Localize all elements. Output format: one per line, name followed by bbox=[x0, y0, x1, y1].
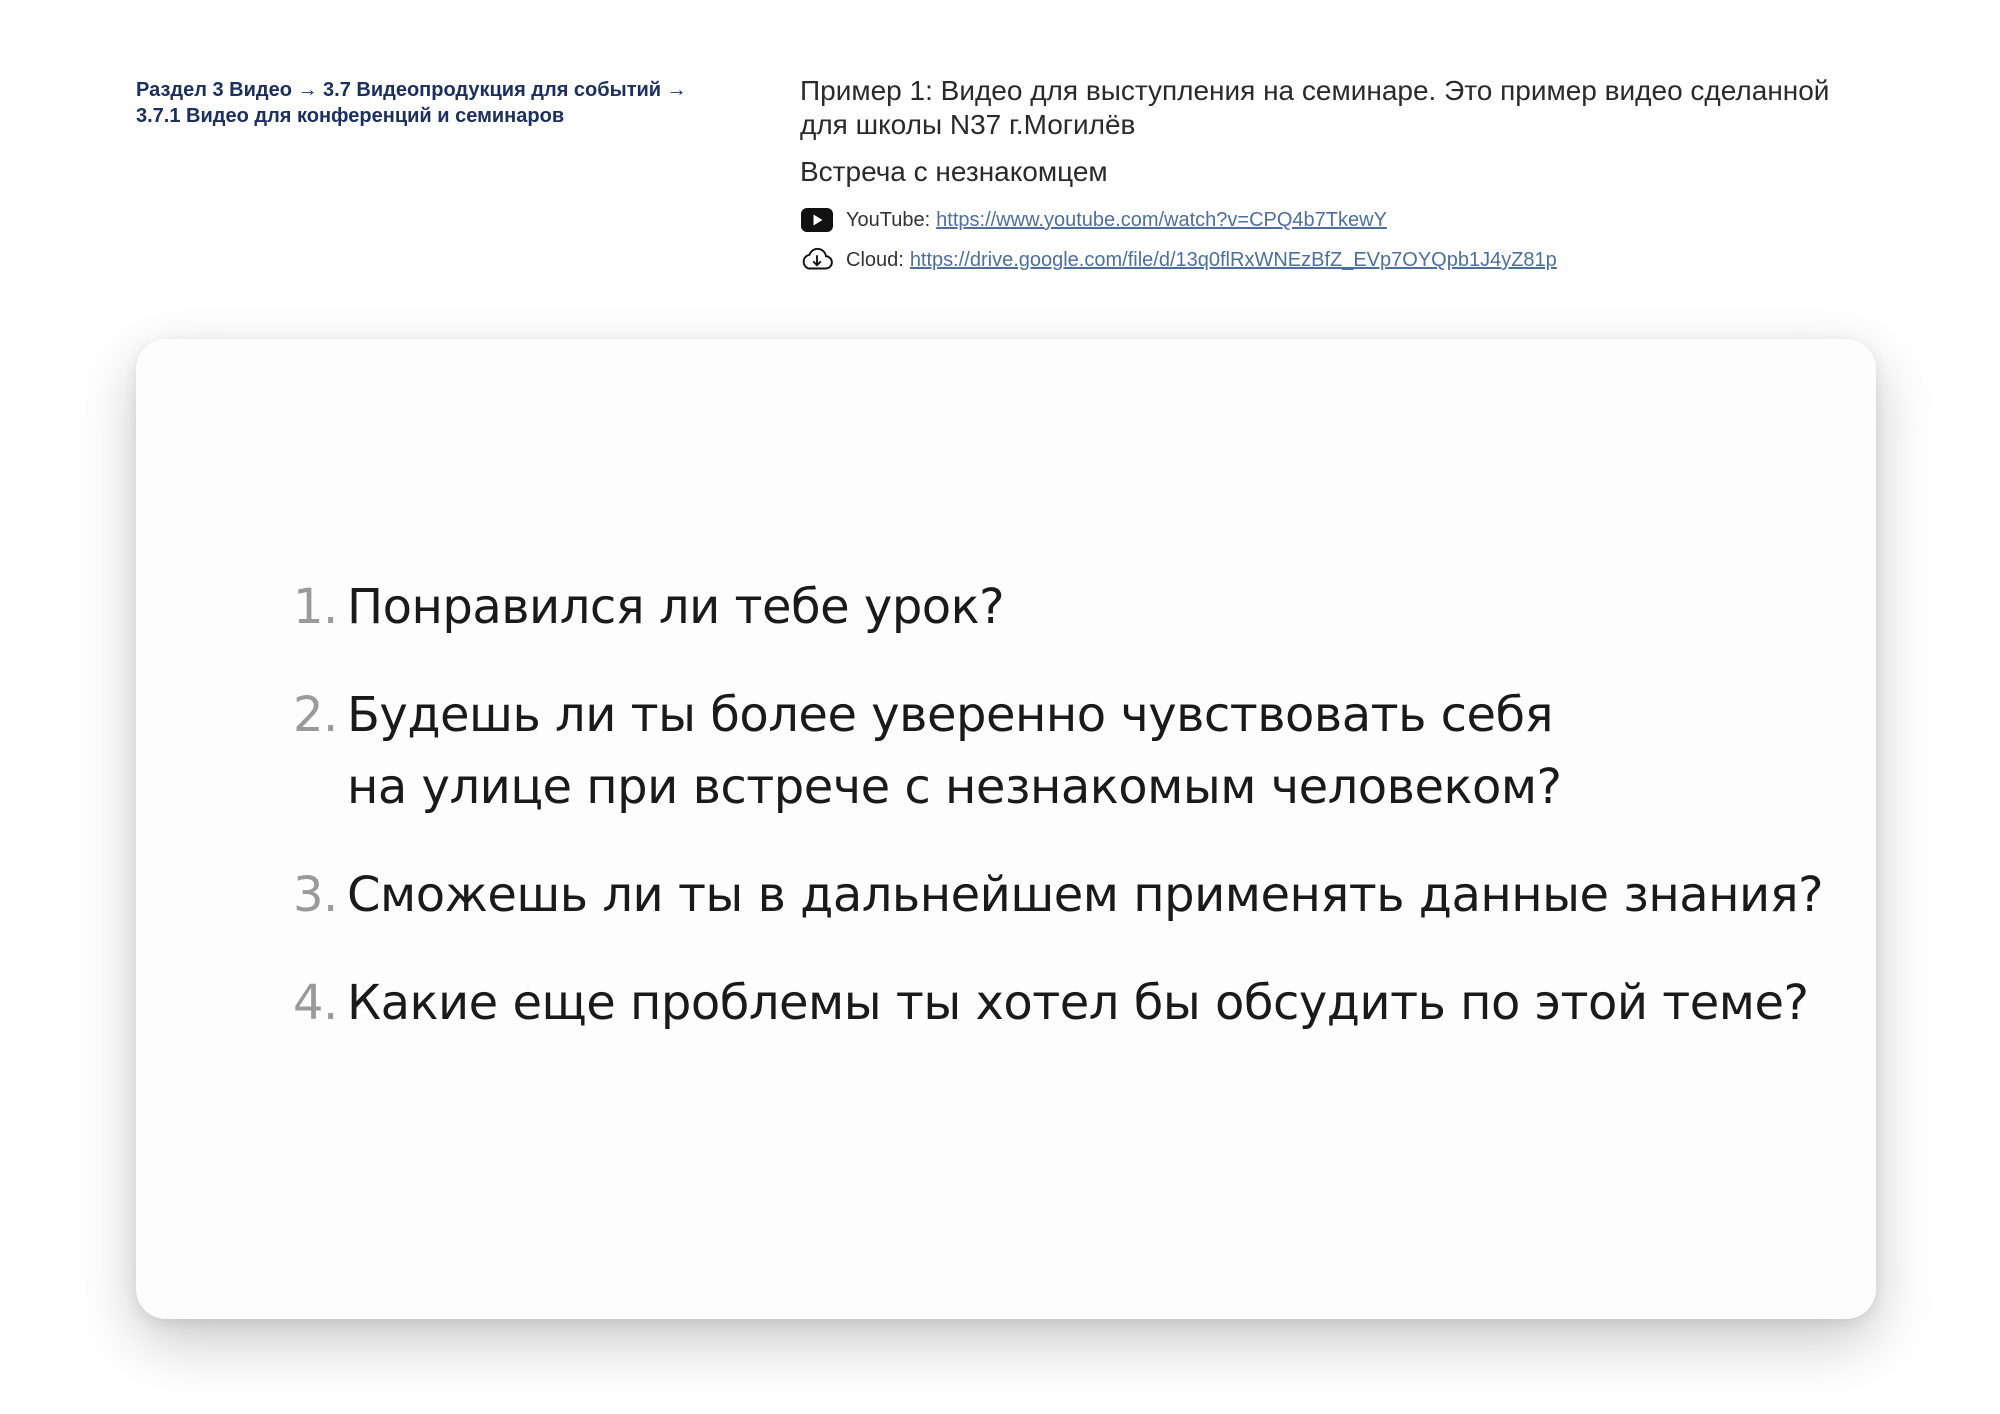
question-text: Понравился ли тебе урок? bbox=[347, 579, 1005, 635]
example-title: Пример 1: Видео для выступления на семинаре. Это пример видео сделанной для школы N37 г.Могилёв bbox=[800, 75, 1830, 140]
question-text: Какие еще проблемы ты хотел бы обсудить по этой теме? bbox=[347, 975, 1809, 1031]
question-list bbox=[293, 571, 1823, 1075]
example-info bbox=[800, 74, 1880, 275]
cloud-url-link[interactable]: https://drive.google.com/file/d/13q0flRxWNEzBfZ_EVp7OYQpb1J4yZ81p bbox=[909, 249, 1557, 271]
question-number: 3. bbox=[293, 867, 338, 923]
question-number: 4. bbox=[293, 975, 338, 1031]
youtube-label: YouTube: bbox=[846, 209, 931, 231]
question-text: Будешь ли ты более уверенно чувствовать себя на улице при встрече с незнакомым человеком? bbox=[347, 687, 1562, 815]
question-text: Сможешь ли ты в дальнейшем применять данные знания? bbox=[347, 867, 1824, 923]
breadcrumb-line-2: 3.7.1 Видео для конференций и семинаров bbox=[136, 105, 565, 127]
cloud-link-row bbox=[800, 245, 1880, 275]
cloud-download-icon bbox=[800, 245, 834, 275]
youtube-url-link[interactable]: https://www.youtube.com/watch?v=CPQ4b7TkewY bbox=[936, 209, 1387, 231]
youtube-icon bbox=[800, 205, 834, 235]
breadcrumb bbox=[136, 77, 736, 129]
breadcrumb-line-1: Раздел 3 Видео → 3.7 Видеопродукция для событий → bbox=[136, 79, 687, 101]
example-subtitle: Встреча с незнакомцем bbox=[800, 156, 1108, 187]
question-item bbox=[293, 967, 1823, 1039]
youtube-link-row bbox=[800, 205, 1880, 235]
video-slide-preview bbox=[136, 339, 1876, 1319]
question-item bbox=[293, 571, 1823, 643]
question-item bbox=[293, 859, 1823, 931]
question-item bbox=[293, 679, 1823, 823]
cloud-label: Cloud: bbox=[846, 249, 904, 271]
question-number: 2. bbox=[293, 687, 338, 743]
question-number: 1. bbox=[293, 579, 338, 635]
